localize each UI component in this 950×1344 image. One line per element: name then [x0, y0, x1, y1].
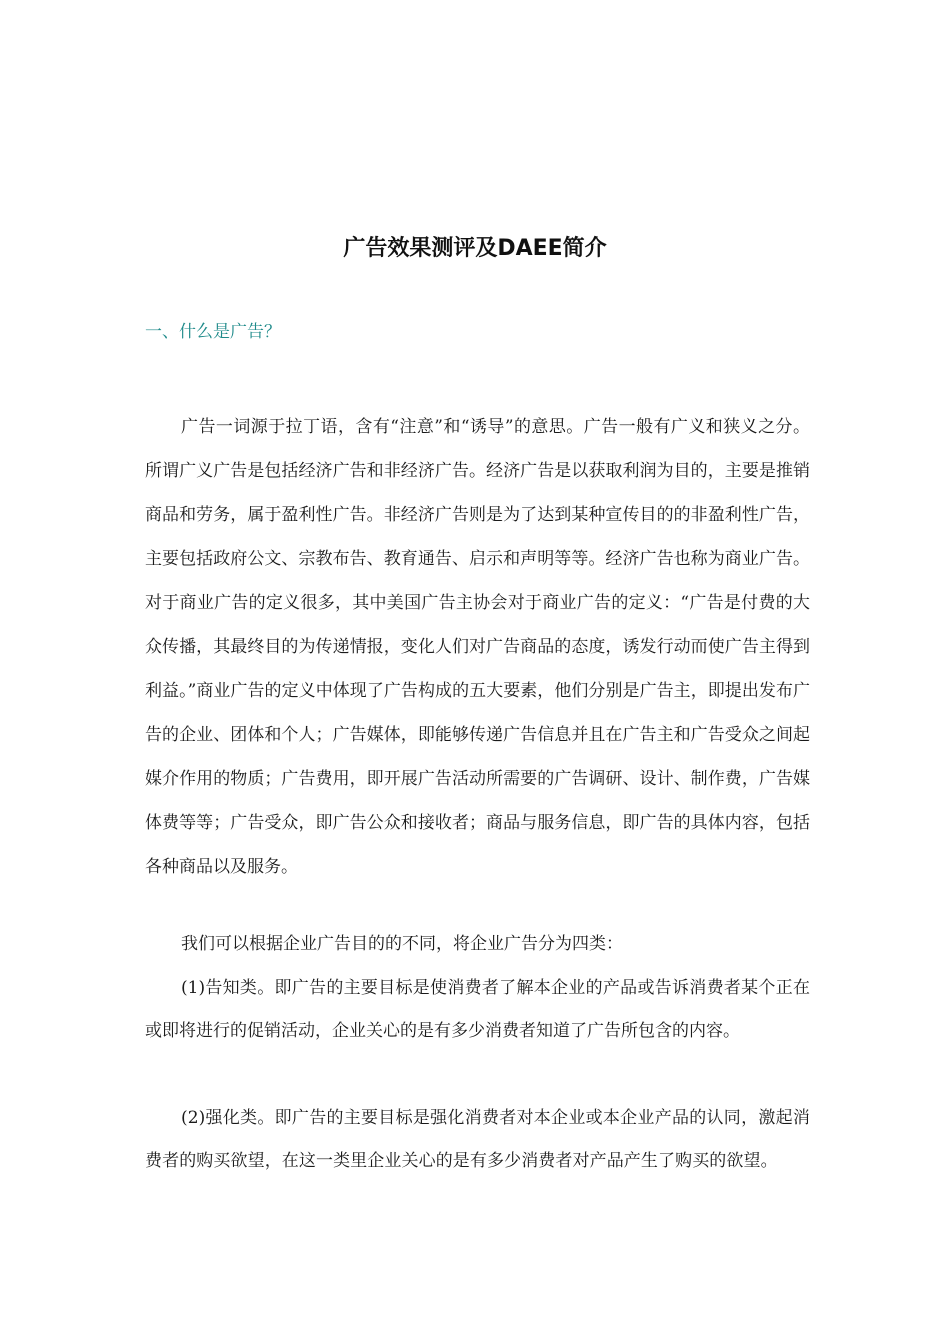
paragraph-item-reinforce: (2)强化类。即广告的主要目标是强化消费者对本企业或本企业产品的认同，激起消费者的购买欲望，在这一类里企业关心的是有多少消费者对产品产生了购买的欲望。 — [145, 1108, 810, 1171]
document-title: 广告效果测评及DAEE简介 — [343, 236, 607, 261]
paragraph-definition: 广告一词源于拉丁语，含有“注意”和“诱导”的意思。广告一般有广义和狭义之分。所谓广义广告是包括经济广告和非经济广告。经济广告是以获取利润为目的，主要是推销商品和劳务，属于盈利性广告。非经济广告则是为了达到某种宣传目的的非盈利性广告，主要包括政府公文、宗教布告、教育通告、启示和声明等等。经济广告也称为商业广告。对于商业广告的定义很多，其中美国广告主协会对于商业广告的定义：“广告是付费的大众传播，其最终目的为传递情报，变化人们对广告商品的态度，诱发行动而使广告主得到利益。”商业广告的定义中体现了广告构成的五大要素，他们分别是广告主，即提出发布广告的企业、团体和个人；广告媒体，即能够传递广告信息并且在广告主和广告受众之间起媒介作用的物质；广告费用，即开展广告活动所需要的广告调研、设计、制作费，广告媒体费等等；广告受众，即广告公众和接收者；商品与服务信息，即广告的具体内容，包括各种商品以及服务。 — [145, 417, 810, 877]
paragraph-classification-intro: 我们可以根据企业广告目的的不同，将企业广告分为四类： — [181, 934, 623, 954]
paragraph-item-inform: (1)告知类。即广告的主要目标是使消费者了解本企业的产品或告诉消费者某个正在或即将进行的促销活动，企业关心的是有多少消费者知道了广告所包含的内容。 — [145, 978, 810, 1041]
section-heading: 一、什么是广告？ — [145, 322, 281, 342]
